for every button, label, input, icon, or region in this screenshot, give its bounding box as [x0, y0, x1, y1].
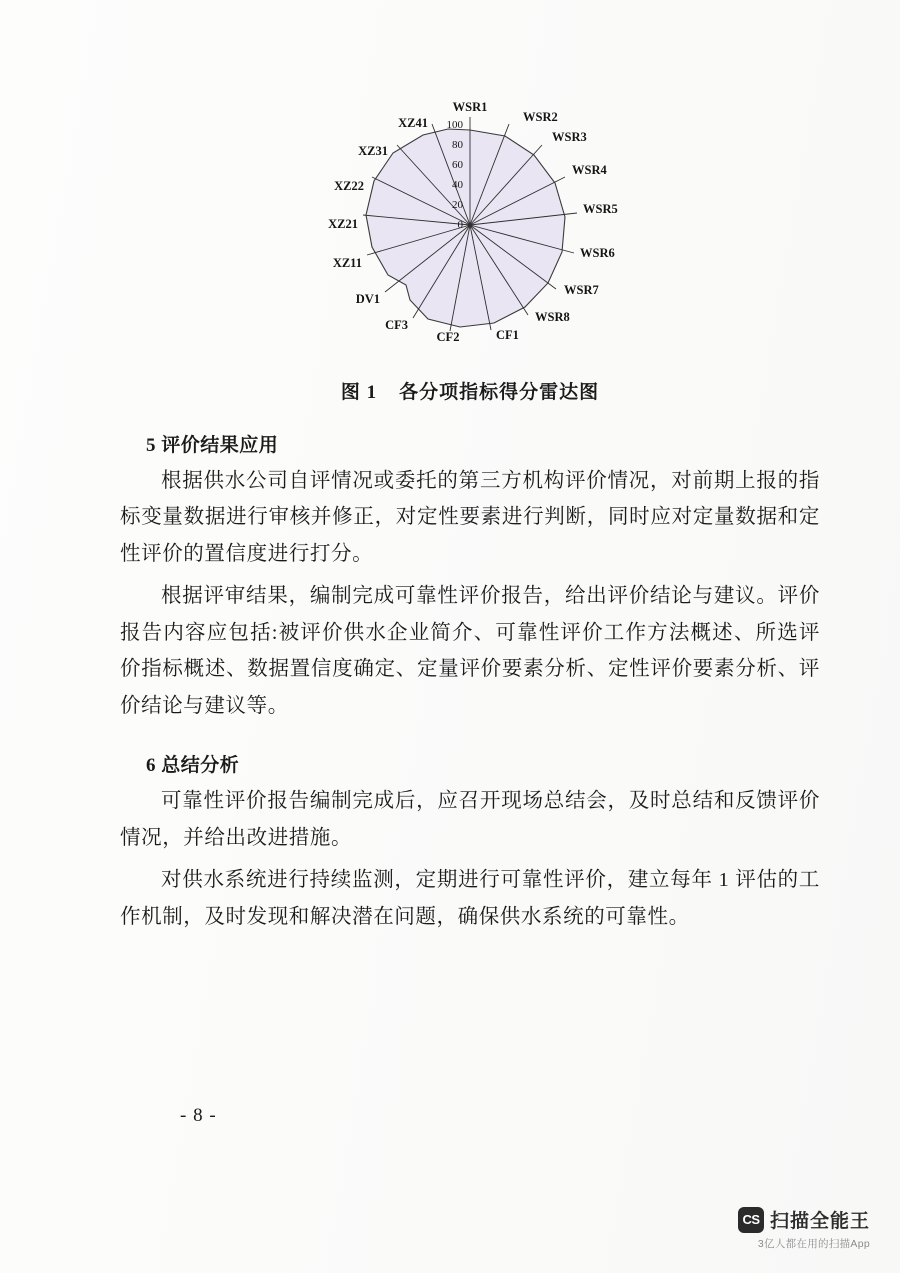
radar-label-wsr5: WSR5 — [583, 202, 618, 216]
radar-label-wsr6: WSR6 — [580, 246, 615, 260]
radar-label-xz21: XZ21 — [328, 217, 358, 231]
watermark-title: 扫描全能王 — [769, 1211, 870, 1232]
radial-tick-40: 40 — [452, 179, 463, 191]
radar-label-wsr8: WSR8 — [535, 310, 570, 324]
radar-chart-area — [280, 95, 660, 355]
scanner-watermark — [738, 1206, 870, 1251]
section-5-paragraph-1: 根据供水公司自评情况或委托的第三方机构评价情况，对前期上报的指标变量数据进行审核并修正，对定性要素进行判断，同时应对定量数据和定性评价的置信度进行打分。 — [120, 470, 820, 565]
page-number: - 8 - — [180, 1105, 217, 1126]
radar-label-cf1: CF1 — [496, 328, 519, 342]
figure-radar-chart — [120, 95, 820, 355]
watermark-row — [738, 1206, 870, 1233]
radar-label-wsr2: WSR2 — [523, 110, 558, 124]
radar-label-wsr3: WSR3 — [552, 130, 587, 144]
page-content — [120, 60, 820, 1160]
section-heading-5: 5 评价结果应用 — [146, 435, 279, 456]
radar-label-xz41: XZ41 — [398, 116, 428, 130]
radar-label-wsr7: WSR7 — [564, 283, 599, 297]
radar-chart-svg — [280, 95, 660, 355]
figure-caption — [120, 377, 820, 404]
radar-label-cf2: CF2 — [436, 330, 460, 344]
radar-label-xz22: XZ22 — [334, 179, 364, 193]
radial-tick-80: 80 — [452, 139, 463, 151]
section-6-paragraph-1: 可靠性评价报告编制完成后，应召开现场总结会，及时总结和反馈评价情况，并给出改进措施。 — [120, 790, 820, 849]
figure-caption-number: 图 1 — [340, 382, 378, 403]
radial-tick-0: 0 — [457, 219, 463, 231]
radial-tick-60: 60 — [452, 159, 463, 171]
radar-label-xz31: XZ31 — [358, 144, 388, 158]
radial-tick-100: 100 — [446, 119, 463, 131]
radar-label-dv1: DV1 — [355, 292, 380, 306]
radial-tick-20: 20 — [452, 199, 463, 211]
radar-label-wsr4: WSR4 — [572, 163, 607, 177]
watermark-subtitle: 3亿人都在用的扫描App — [757, 1238, 870, 1250]
section-5-paragraph-2: 根据评审结果，编制完成可靠性评价报告，给出评价结论与建议。评价报告内容应包括:被评价供水企业简介、可靠性评价工作方法概述、所选评价指标概述、数据置信度确定、定量评价要素分析、定性评价要素分析、评价结论与建议等。 — [120, 585, 820, 717]
section-heading-6: 6 总结分析 — [146, 755, 240, 777]
section-6-paragraph-2: 对供水系统进行持续监测，定期进行可靠性评价，建立每年 1 评估的工作机制，及时发现和解决潜在问题，确保供水系统的可靠性。 — [120, 869, 820, 928]
figure-caption-text: 各分项指标得分雷达图 — [399, 382, 600, 403]
camscanner-logo-icon: CS — [738, 1207, 764, 1233]
radar-label-wsr1: WSR1 — [452, 100, 488, 114]
radar-label-xz11: XZ11 — [332, 256, 362, 270]
radar-label-cf3: CF3 — [385, 318, 408, 332]
